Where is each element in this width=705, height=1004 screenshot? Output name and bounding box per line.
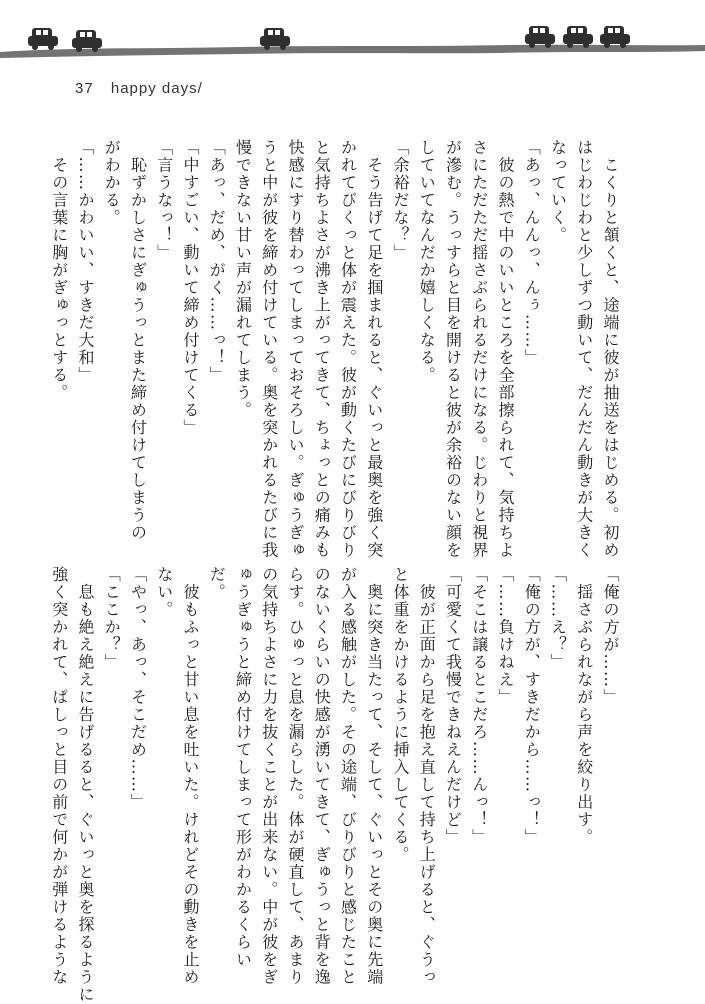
page-number: 37	[75, 80, 94, 97]
text-column: 「やっ、あっ、そこだめ……」	[128, 566, 148, 811]
text-column: 「言うなっ！」	[154, 139, 174, 262]
text-column: そう告げて足を掴まれると、ぐいっと最奥を強く突	[364, 139, 384, 559]
text-column: 彼が正面から足を抱え直して持ち上げると、ぐうっ	[417, 566, 437, 986]
text-column: こくりと頷くと、途端に彼が抽送をはじめる。初め	[601, 139, 620, 559]
running-head	[75, 80, 203, 97]
text-column: 「中すごい、動いて締め付けてくる」	[181, 139, 200, 437]
book-title: happy days/	[110, 80, 203, 97]
car-icon	[525, 26, 555, 48]
text-column: 彼の熱で中のいいところを全部擦られて、気持ちよ	[496, 139, 515, 559]
text-column: がわかる。	[102, 139, 122, 227]
text-column: 「あっ、んんっ、んぅ……」	[522, 139, 542, 367]
text-column: だ。	[207, 566, 227, 601]
text-column: はじわじわと少しずつ動いて、だんだん動きが大きく	[574, 139, 594, 559]
text-column: 「可愛くて我慢できねえんだけど」	[443, 566, 463, 846]
text-column: が滲む。うっすらと目を開けると彼が余裕のない顔を	[443, 139, 463, 559]
text-block-upper	[46, 139, 624, 559]
text-column: のないくらいの快感が湧いてきて、ぎゅうっと背を逸	[312, 566, 332, 986]
text-column: が入る感触がした。その途端、びりびりと感じたこと	[338, 566, 358, 986]
text-column: 「俺の方が、すきだから……っ！」	[522, 566, 542, 846]
text-column: 「……かわいい、すきだ大和」	[76, 139, 95, 384]
car-icon	[28, 28, 58, 50]
text-column: ゅうぎゅうと締め付けてしまって形がわかるくらい	[233, 566, 253, 969]
text-column: の気持ちよさに力を抜くことが出来ない。中が彼をぎ	[259, 566, 279, 986]
text-column: うと中が彼を締め付けている。奥を突かれるたびに我	[259, 139, 279, 559]
text-column: 揺さぶられながら声を絞り出す。	[574, 566, 594, 846]
text-column: していてなんだか嬉しくなる。	[417, 139, 437, 384]
car-icon	[72, 30, 102, 52]
watercolor-stroke	[0, 45, 705, 58]
text-column: 「……え？」	[548, 566, 568, 671]
text-column: 快感にすり替わってしまっておそろしい。ぎゅうぎゅ	[286, 139, 305, 559]
car-icon	[563, 26, 593, 48]
text-column: らす。ひゅっと息を漏らした。体が硬直して、あまり	[286, 566, 305, 986]
text-block-lower	[46, 566, 624, 1004]
text-column: 彼もふっと甘い息を吐いた。けれどその動きを止め	[181, 566, 200, 986]
header-watercolor-band	[0, 0, 705, 80]
text-column: 慢できない甘い声が漏れてしまう。	[233, 139, 253, 419]
car-icon	[600, 26, 630, 48]
text-column: 恥ずかしさにぎゅうっとまた締め付けてしまうの	[128, 139, 148, 542]
text-column: 「余裕だな？」	[391, 139, 410, 262]
text-column: 強く突かれて、ぱしっと目の前で何かが弾けるような	[49, 566, 69, 986]
text-column: なっていく。	[548, 139, 568, 244]
text-column: さにただただ揺さぶられるだけになる。じわりと視界	[469, 139, 489, 559]
text-column: 息も絶え絶えに告げるると、ぐいっと奥を探るように	[76, 566, 95, 1004]
text-column: と気持ちよさが沸き上がってきて、ちょっとの痛みも	[312, 139, 332, 559]
text-column: 「ここか？」	[102, 566, 122, 671]
text-column: 「あっ、だめ、がく……っ！」	[207, 139, 227, 384]
text-column: と体重をかけるように挿入してくる。	[391, 566, 410, 864]
text-column: 奥に突き当たって、そして、ぐいっとその奥に先端	[364, 566, 384, 986]
text-column: かれてびくっと体が震えた。彼が動くたびにびりびり	[338, 139, 358, 559]
text-column: ない。	[154, 566, 174, 619]
text-column: 「……負けねえ」	[496, 566, 515, 706]
text-column: その言葉に胸がぎゅっとする。	[49, 139, 69, 402]
text-column: 「俺の方が……」	[601, 566, 620, 706]
text-column: 「そこは譲るとこだろ……んっ！」	[469, 566, 489, 846]
